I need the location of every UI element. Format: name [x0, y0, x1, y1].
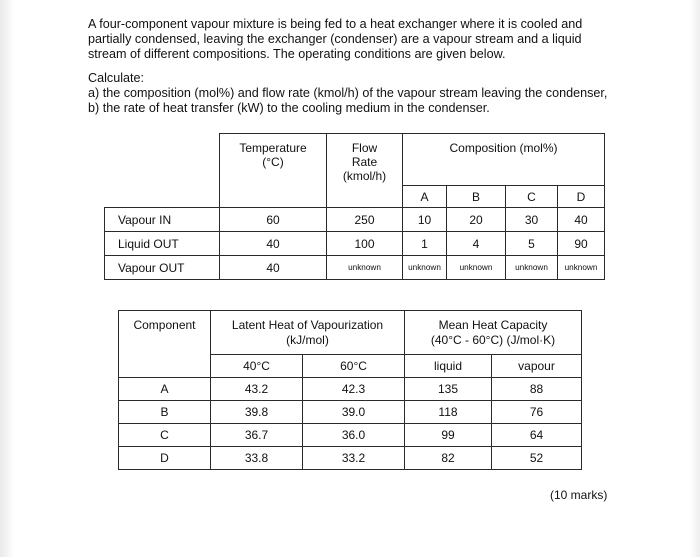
header-flow-line-3: (kmol/h)	[342, 169, 387, 183]
subheader-40c: 40°C	[211, 355, 303, 378]
row-label: Vapour OUT	[105, 256, 220, 280]
subheader-vapour: vapour	[492, 355, 582, 378]
cell-cp-vapour: 52	[492, 447, 582, 470]
cell-comp-d: unknown	[558, 256, 605, 280]
cell-temperature: 40	[220, 256, 327, 280]
cell-flow: 250	[327, 208, 403, 232]
cell-component: D	[119, 447, 211, 470]
cell-comp-d: 40	[558, 208, 605, 232]
header-flow-line-1: Flow	[351, 141, 378, 155]
row-label: Liquid OUT	[105, 232, 220, 256]
cell-comp-a: 1	[403, 232, 447, 256]
table-row	[105, 256, 605, 280]
header-component-a: A	[403, 186, 447, 208]
cell-comp-a: 10	[403, 208, 447, 232]
cell-flow: 100	[327, 232, 403, 256]
header-temperature	[220, 134, 327, 208]
cell-latent-60: 33.2	[303, 447, 405, 470]
calculate-heading: Calculate:	[88, 71, 145, 85]
cell-cp-liquid: 135	[405, 378, 492, 401]
header-flow-line-2: Rate	[351, 155, 378, 169]
operating-conditions-table	[104, 133, 605, 280]
cell-comp-a: unknown	[403, 256, 447, 280]
header-cp-line-2: (40°C - 60°C) (J/mol·K)	[430, 333, 556, 347]
table-row	[119, 401, 582, 424]
cell-temperature: 60	[220, 208, 327, 232]
header-temperature-line-1: Temperature	[239, 141, 307, 155]
cell-comp-c: 30	[506, 208, 558, 232]
cell-latent-60: 42.3	[303, 378, 405, 401]
subheader-liquid: liquid	[405, 355, 492, 378]
table-row	[119, 447, 582, 470]
marks-label: (10 marks)	[550, 488, 608, 502]
cell-component: B	[119, 401, 211, 424]
cell-component: A	[119, 378, 211, 401]
subheader-60c: 60°C	[303, 355, 405, 378]
cell-cp-vapour: 88	[492, 378, 582, 401]
header-component-c: C	[506, 186, 558, 208]
header-composition: Composition (mol%)	[403, 134, 605, 186]
header-cp-line-1: Mean Heat Capacity	[438, 318, 548, 332]
header-flow-rate	[327, 134, 403, 208]
problem-statement	[88, 17, 618, 116]
cell-component: C	[119, 424, 211, 447]
header-temperature-line-2: (°C)	[262, 155, 284, 169]
cell-comp-d: 90	[558, 232, 605, 256]
table-row	[105, 208, 605, 232]
cell-latent-40: 43.2	[211, 378, 303, 401]
cell-cp-liquid: 82	[405, 447, 492, 470]
cell-comp-c: unknown	[506, 256, 558, 280]
cell-latent-40: 36.7	[211, 424, 303, 447]
cell-comp-b: 4	[447, 232, 506, 256]
cell-cp-vapour: 64	[492, 424, 582, 447]
cell-latent-60: 36.0	[303, 424, 405, 447]
table-row	[105, 232, 605, 256]
table-corner-blank	[105, 134, 220, 208]
cell-comp-b: unknown	[447, 256, 506, 280]
table-row	[119, 378, 582, 401]
header-heat-capacity	[405, 311, 582, 355]
header-component-b: B	[447, 186, 506, 208]
cell-flow: unknown	[327, 256, 403, 280]
cell-cp-vapour: 76	[492, 401, 582, 424]
cell-cp-liquid: 99	[405, 424, 492, 447]
header-component-d: D	[558, 186, 605, 208]
header-latent-line-2: (kJ/mol)	[286, 333, 329, 347]
physical-properties-table	[118, 310, 582, 470]
cell-latent-40: 33.8	[211, 447, 303, 470]
cell-temperature: 40	[220, 232, 327, 256]
cell-comp-b: 20	[447, 208, 506, 232]
header-component: Component	[119, 311, 211, 378]
row-label: Vapour IN	[105, 208, 220, 232]
cell-latent-40: 39.8	[211, 401, 303, 424]
table-row	[119, 424, 582, 447]
cell-latent-60: 39.0	[303, 401, 405, 424]
header-latent-line-1: Latent Heat of Vapourization	[231, 318, 384, 332]
cell-comp-c: 5	[506, 232, 558, 256]
cell-cp-liquid: 118	[405, 401, 492, 424]
header-latent-heat	[211, 311, 405, 355]
question-part-a: a) the composition (mol%) and flow rate (kmol/h) of the vapour stream leaving the condenser,	[88, 86, 608, 100]
page-edge-shadow-right	[690, 0, 700, 557]
page-edge-shadow-left	[0, 0, 14, 557]
question-part-b: b) the rate of heat transfer (kW) to the cooling medium in the condenser.	[88, 101, 490, 115]
problem-intro: A four-component vapour mixture is being fed to a heat exchanger where it is cooled and partially condensed, leaving the exchanger (condenser) are a vapour stream and a liquid stream of different compositions. The operating conditions are given below.	[88, 17, 583, 61]
